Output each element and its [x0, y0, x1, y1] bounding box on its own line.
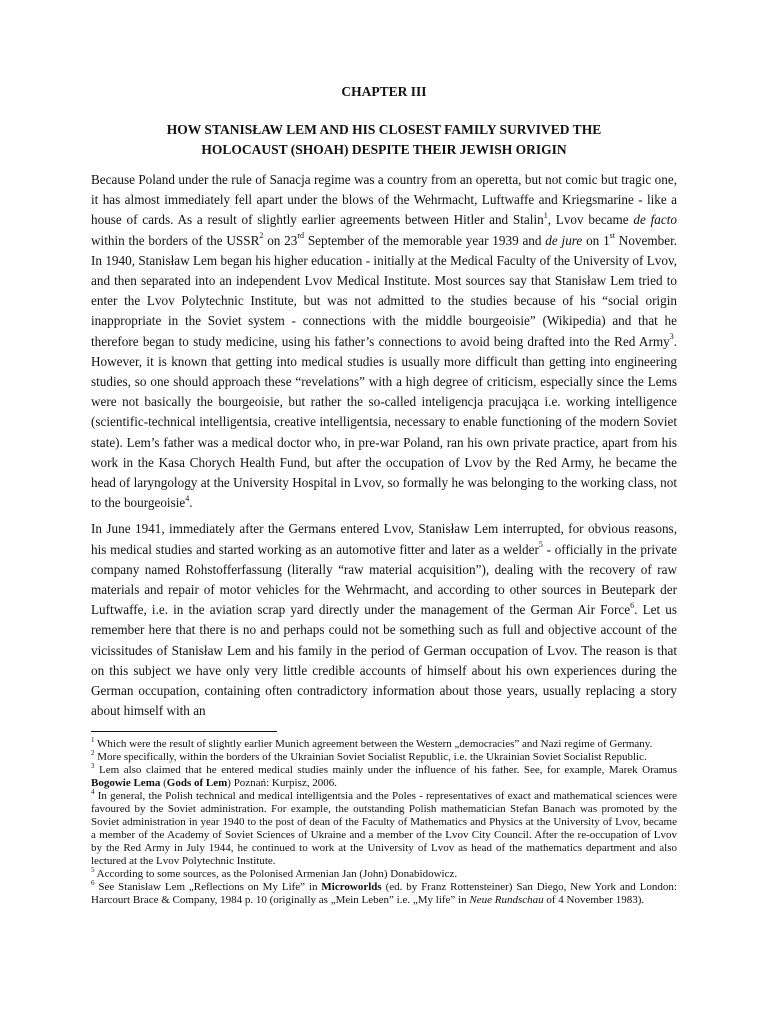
footnote-ref-3[interactable]: 3: [669, 332, 674, 342]
footnote-text: In general, the Polish technical and medical intelligentsia and the Poles - representatives of exact and mathematical sciences were favoured by the Soviet administration. For example, the outstanding Polish mathematician Stefan Banach was promoted by the Soviet administration in year 1940 to the post of dean of the Faculty of Mathematics and Physics at the University of Lvov, became a member of the Academy of Soviet Sciences of Ukraine and a member of the Lvov City Council. After the re-occupation of Lvov by the Red Army in July 1944, he continued to work at the University of Lvov as head of the mathematics department and also lectured at the Lvov Polytechnic Institute.: [91, 790, 677, 868]
text-run: . However, it is known that getting into medical studies is usually more difficult than getting into engineering studies, so one should approach these “revelations” with a high degree of criticism, especially since the Lems were not basically the bourgeoisie, but rather the so-called inteligencja pracująca i.e. working intelligence (scientific-technical intelligentsia, creative intelligentsia, necessary to enable functioning of the modern Soviet state). Lem’s father was a medical doctor who, in pre-war Poland, ran his own private practice, apart from his work in the Kasa Chorych Health Fund, but after the occupation of Lvov by the Red Army, he became the head of laryngology at the University Hospital in Lvov, so formally he was belonging to the working class, not to the bourgeoisie: [91, 333, 677, 511]
footnote-number: 6: [91, 878, 95, 887]
footnote-text: More specifically, within the borders of the Ukrainian Soviet Socialist Republic, i.e. the Ukrainian Soviet Socialist Republic.: [94, 751, 647, 764]
body-paragraph-2: [91, 519, 677, 721]
footnote-text: ) Poznań: Kurpisz, 2006.: [227, 777, 337, 790]
journal-title: Neue Rundschau: [469, 894, 544, 907]
book-title: Microworlds: [321, 881, 382, 894]
footnote-ref-4[interactable]: 4: [185, 493, 190, 503]
footnote-number: 4: [91, 787, 95, 796]
footnote-separator: [91, 731, 277, 732]
footnote-2: [91, 748, 677, 764]
footnote-4: [91, 787, 677, 868]
footnote-text: According to some sources, as the Polonised Armenian Jan (John) Donabidowicz.: [94, 868, 458, 881]
footnote-text: of 4 November 1983).: [543, 894, 645, 907]
text-run: In June 1941, immediately after the Germans entered Lvov, Stanisław Lem interrupted, for obvious reasons, his medical studies and started working as an automotive fitter and later as a welder: [91, 521, 677, 557]
footnote-ref-6[interactable]: 6: [630, 600, 635, 610]
book-title: Bogowie Lema: [91, 777, 161, 790]
footnote-number: 1: [91, 735, 95, 744]
chapter-title: [91, 120, 677, 160]
footnote-text: (ed. by Franz Rottensteiner) San Diego, New York and London: Harcourt Brace & Company, 1984 p. 10 (originally as „Mein Leben” i.e. „My life” in: [91, 881, 677, 907]
book-title: Gods of Lem: [166, 777, 228, 790]
chapter-heading: CHAPTER III: [341, 84, 427, 99]
text-run: September of the memorable year 1939 and: [304, 232, 546, 248]
footnote-number: 3: [91, 761, 95, 770]
footnote-5: [91, 865, 677, 881]
text-run: . Let us remember here that there is no and perhaps could not be something such as full and objective account of the vicissitudes of Stanisław Lem and his family in the period of German occupation of Lvov. The reason is that on this subject we have only very little credible accounts of himself about his own experiences during the German occupation, containing often contradictory information about those years, usually replacing a story about himself with an: [91, 602, 677, 719]
text-run: November. In 1940, Stanisław Lem began his higher education - initially at the Medical Faculty of the University of Lvov, and then separated into an independent Lvov Medical Institute. Most sources say that Stanisław Lem tried to enter the Lvov Polytechnic Institute, but was not admitted to the studies because of his “social origin inappropriate in the Soviet system - connections with the middle bourgeoisie” (Wikipedia) and that he therefore began to study medicine, using his father’s connections to avoid being drafted into the Red Army: [91, 232, 678, 349]
footnote-text: Which were the result of slightly earlier Munich agreement between the Western „democracies” and Nazi regime of Germany.: [94, 738, 653, 751]
text-run: on 23: [263, 232, 298, 248]
italic-term: de jure: [545, 232, 583, 248]
document-page: [91, 82, 677, 907]
text-run: - officially in the private company named Rohstofferfassung (literally “raw material acquisition”), dealing with the recovery of raw materials and repair of motor vehicles for the Wehrmacht, and according to other sources in Beutepark der Luftwaffe, i.e. in the aviation scrap yard directly under the management of the German Air Force: [91, 541, 678, 618]
text-run: within the borders of the USSR: [91, 232, 260, 248]
ordinal-suffix: st: [609, 231, 616, 241]
footnote-text: See Stanisław Lem „Reflections on My Life” in: [94, 881, 322, 894]
text-run: , Lvov became: [547, 212, 634, 228]
footnote-ref-1[interactable]: 1: [543, 211, 548, 221]
footnote-ref-5[interactable]: 5: [538, 540, 543, 550]
text-run: on 1: [582, 232, 610, 248]
footnote-number: 2: [91, 748, 95, 757]
footnote-text: (: [160, 777, 167, 790]
italic-term: de facto: [633, 212, 677, 228]
footnotes: [91, 735, 677, 907]
footnote-text: Lem also claimed that he entered medical studies mainly under the influence of his father. See, for example, Marek Oramus: [94, 764, 677, 777]
footnote-number: 5: [91, 865, 95, 874]
title-line-2: HOLOCAUST (SHOAH) DESPITE THEIR JEWISH ORIGIN: [201, 142, 567, 157]
footnote-ref-2[interactable]: 2: [259, 231, 264, 241]
title-line-1: HOW STANISŁAW LEM AND HIS CLOSEST FAMILY SURVIVED THE: [166, 122, 602, 137]
ordinal-suffix: rd: [297, 231, 305, 241]
footnote-3: [91, 761, 677, 790]
body-paragraph-1: [91, 170, 677, 513]
text-run: .: [189, 495, 193, 511]
text-run: Because Poland under the rule of Sanacja regime was a country from an operetta, but not comic but tragic one, it has almost immediately fell apart under the blows of the Wehrmacht, Luftwaffe and Kriegsmarine - like a house of cards. As a result of slightly earlier agreements between Hitler and Stalin: [91, 172, 677, 228]
footnote-6: [91, 878, 677, 907]
footnote-1: [91, 735, 677, 751]
